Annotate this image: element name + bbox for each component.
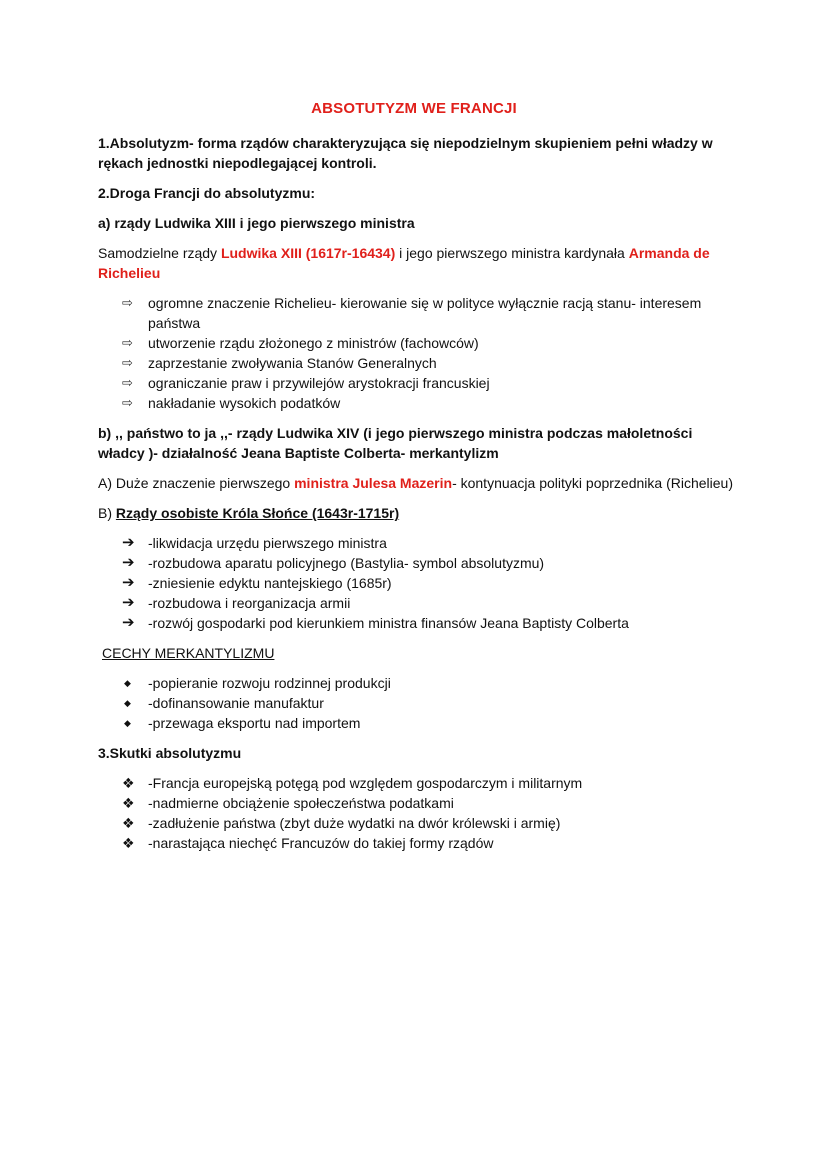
list-item <box>98 813 738 833</box>
list-item-text: ograniczanie praw i przywilejów arystokracji francuskiej <box>148 375 490 391</box>
arrow-icon: ➔ <box>122 594 135 611</box>
list-item <box>98 293 738 333</box>
list-item <box>98 593 738 613</box>
section-a-list <box>98 293 738 413</box>
section-3-heading: 3.Skutki absolutyzmu <box>98 745 242 761</box>
krol-slonce-heading: Rządy osobiste Króla Słońce (1643r-1715r) <box>115 505 400 521</box>
list-item-text: nakładanie wysokich podatków <box>148 395 341 411</box>
list-item-text: ogromne znaczenie Richelieu- kierowanie się w polityce wyłącznie racją stanu- interesem państwa <box>148 295 702 331</box>
list-item-text: -przewaga eksportu nad importem <box>148 715 361 731</box>
merkantylizm-heading: CECHY MERKANTYLIZMU <box>102 645 275 661</box>
list-item <box>98 533 738 553</box>
arrow-icon: ➔ <box>122 614 135 631</box>
section-3-list <box>98 773 738 853</box>
outline-arrow-icon: ⇨ <box>122 375 133 390</box>
diamond-bullet-icon: ◆ <box>124 698 131 708</box>
list-item <box>98 673 738 693</box>
list-item <box>98 773 738 793</box>
list-item <box>98 373 738 393</box>
list-item-text: -narastająca niechęć Francuzów do takiej formy rządów <box>148 835 494 851</box>
arrow-icon: ➔ <box>122 574 135 591</box>
section-2-heading: 2.Droga Francji do absolutyzmu: <box>98 185 316 201</box>
list-item <box>98 573 738 593</box>
list-item <box>98 553 738 573</box>
list-item <box>98 793 738 813</box>
four-diamond-bullet-icon: ❖ <box>122 795 135 811</box>
list-item <box>98 393 738 413</box>
list-item-text: -zniesienie edyktu nantejskiego (1685r) <box>148 575 392 591</box>
point-a-text: - kontynuacja polityki poprzednika (Richelieu) <box>452 475 733 491</box>
ludwik-xiii-highlight: Ludwika XIII (1617r-16434) <box>220 245 396 261</box>
mazerin-highlight: ministra Julesa Mazerin <box>294 475 453 491</box>
list-item <box>98 333 738 353</box>
document-content <box>98 133 738 853</box>
list-item-text: -likwidacja urzędu pierwszego ministra <box>148 535 387 551</box>
diamond-bullet-icon: ◆ <box>124 678 131 688</box>
list-item-text: -nadmierne obciążenie społeczeństwa podatkami <box>148 795 454 811</box>
list-item-text: -zadłużenie państwa (zbyt duże wydatki na dwór królewski i armię) <box>148 815 561 831</box>
intro-text: i jego pierwszego ministra kardynała <box>395 245 629 261</box>
outline-arrow-icon: ⇨ <box>122 295 133 310</box>
outline-arrow-icon: ⇨ <box>122 335 133 350</box>
section-a-intro <box>98 243 738 283</box>
section-b-point-a <box>98 473 738 493</box>
definition-paragraph: 1.Absolutyzm- forma rządów charakteryzująca się niepodzielnym skupieniem pełni władzy w rękach jednostki niepodlegającej kontroli. <box>98 135 713 171</box>
list-item-text: zaprzestanie zwoływania Stanów Generalnych <box>148 355 437 371</box>
section-b-point-b <box>98 503 738 523</box>
list-item <box>98 713 738 733</box>
list-item-text: utworzenie rządu złożonego z ministrów (fachowców) <box>148 335 479 351</box>
list-item-text: -rozbudowa i reorganizacja armii <box>148 595 351 611</box>
point-b-prefix: B) <box>98 505 116 521</box>
section-b-heading: b) ,, państwo to ja ,,- rządy Ludwika XIV (i jego pierwszego ministra podczas małoletności władcy )- działalność Jeana Baptiste Colberta- merkantylizm <box>98 425 693 461</box>
diamond-bullet-icon: ◆ <box>124 718 131 728</box>
list-item-text: -dofinansowanie manufaktur <box>148 695 324 711</box>
list-item <box>98 833 738 853</box>
richelieu-highlight: Armanda de Richelieu <box>98 245 710 281</box>
outline-arrow-icon: ⇨ <box>122 395 133 410</box>
list-item-text: -rozwój gospodarki pod kierunkiem ministra finansów Jeana Baptisty Colberta <box>148 615 629 631</box>
section-b-list <box>98 533 738 633</box>
arrow-icon: ➔ <box>122 534 135 551</box>
list-item-text: -popieranie rozwoju rodzinnej produkcji <box>148 675 391 691</box>
section-a-heading: a) rządy Ludwika XIII i jego pierwszego ministra <box>98 215 415 231</box>
list-item-text: -Francja europejską potęgą pod względem gospodarczym i militarnym <box>148 775 583 791</box>
arrow-icon: ➔ <box>122 554 135 571</box>
list-item <box>98 613 738 633</box>
list-item-text: -rozbudowa aparatu policyjnego (Bastylia- symbol absolutyzmu) <box>148 555 545 571</box>
list-item <box>98 353 738 373</box>
merkantylizm-list <box>98 673 738 733</box>
four-diamond-bullet-icon: ❖ <box>122 775 135 791</box>
four-diamond-bullet-icon: ❖ <box>122 835 135 851</box>
document-title: ABSOTUTYZM WE FRANCJI <box>311 100 517 117</box>
outline-arrow-icon: ⇨ <box>122 355 133 370</box>
point-a-text: A) Duże znaczenie pierwszego <box>98 475 295 491</box>
four-diamond-bullet-icon: ❖ <box>122 815 135 831</box>
list-item <box>98 693 738 713</box>
intro-text: Samodzielne rządy <box>98 245 221 261</box>
